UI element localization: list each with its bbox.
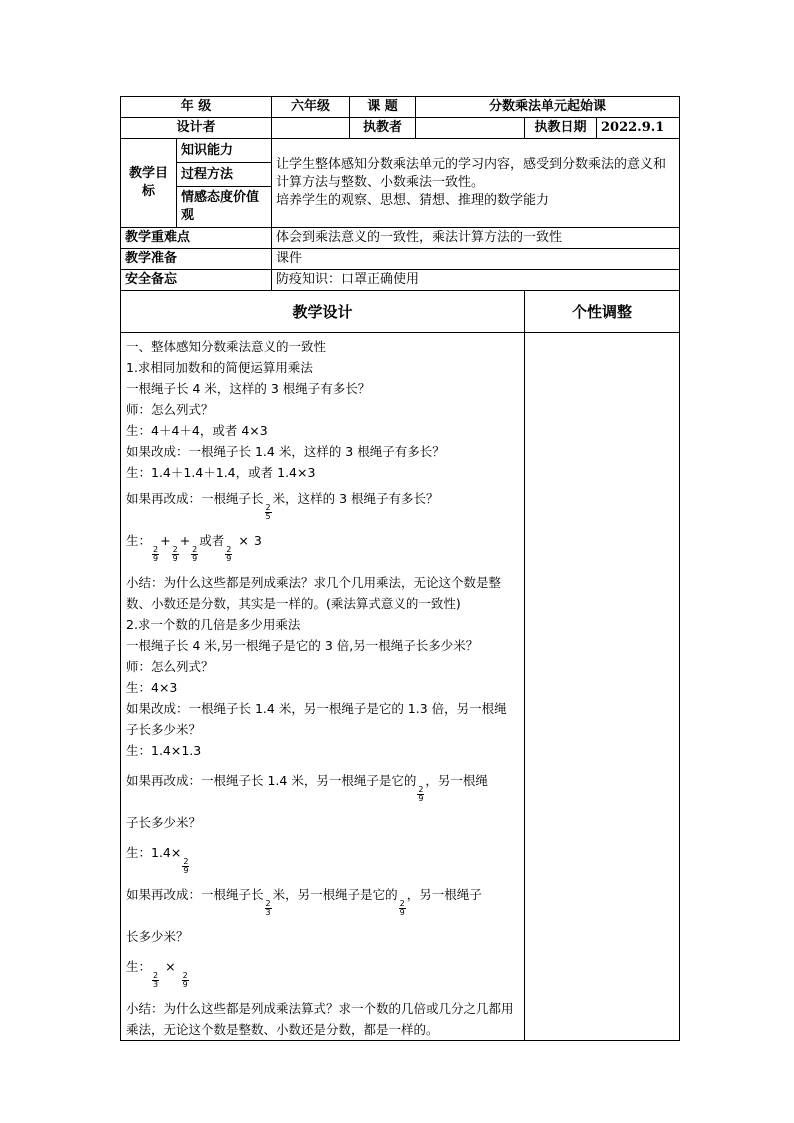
goal-item-knowledge: 知识能力 [177, 139, 272, 163]
s2-question-3 [126, 770, 519, 803]
fraction-2-5 [265, 504, 272, 521]
fraction-numerator: 2 [183, 857, 189, 866]
fraction-denominator: 3 [265, 908, 271, 917]
s1-summary: 小结：为什么这些都是列成乘法？求几个几用乘法，无论这个数是整数、小数还是分数，其实是一样的。(乘法算式意义的一致性) [126, 575, 502, 611]
grade-label: 年 级 [121, 97, 272, 118]
s2-subtitle: 2.求一个数的几倍是多少用乘法 [126, 617, 301, 632]
s2-question-4-part-a: 如果再改成：一根绳子长 [126, 887, 264, 902]
fraction-denominator: 9 [418, 794, 424, 803]
s2-summary: 小结：为什么这些都是列成乘法算式？求一个数的几倍或几分之几都用乘法，无论这个数是整数、小数还是分数，都是一样的。 [126, 1001, 514, 1037]
column-adjust-header: 个性调整 [525, 291, 680, 333]
date-label: 执教日期 [525, 118, 597, 139]
goal-item-process: 过程方法 [177, 163, 272, 187]
s1-teacher-1: 师：怎么列式？ [126, 402, 214, 417]
row-goal-knowledge [121, 139, 680, 163]
s2-answer-2: 生：1.4×1.3 [126, 743, 202, 758]
s2-question-3-part-b: ，另一根绳 [425, 773, 488, 788]
fraction-denominator: 9 [226, 554, 232, 563]
row-preparation [121, 249, 680, 270]
fraction-numerator: 2 [226, 545, 232, 554]
s1-subtitle: 1.求相同加数和的简便运算用乘法 [126, 360, 313, 375]
teacher-value [416, 118, 525, 139]
s1-question-2: 如果改成：一根绳子长 1.4 米，这样的 3 根绳子有多长？ [126, 444, 445, 459]
goals-text-2: 培养学生的观察、思想、猜想、推理的数学能力 [276, 193, 550, 208]
safety-label: 安全备忘 [121, 270, 272, 291]
s2-answer-3-prefix: 生：1.4× [126, 845, 182, 860]
fraction-numerator: 2 [182, 971, 188, 980]
s2-answer-1: 生：4×3 [126, 680, 178, 695]
s1-question-1: 一根绳子长 4 米，这样的 3 根绳子有多长？ [126, 381, 371, 396]
s2-question-4-cont: 长多少米？ [126, 929, 189, 944]
s2-question-4 [126, 884, 519, 917]
fraction-denominator: 9 [192, 554, 198, 563]
fraction-2-9 [399, 900, 406, 917]
fraction-numerator: 2 [172, 545, 178, 554]
multiplier-3: 3 [253, 533, 262, 548]
fraction-numerator: 2 [399, 899, 405, 908]
fraction-numerator: 2 [153, 971, 159, 980]
fraction-2-9 [182, 972, 189, 989]
s1-question-3-part-a: 如果再改成：一根绳子长 [126, 491, 264, 506]
fraction-2-9 [152, 546, 159, 563]
fraction-2-3 [152, 972, 159, 989]
key-points-value: 体会到乘法意义的一致性，乘法计算方法的一致性 [272, 228, 680, 249]
row-grade-topic [121, 97, 680, 118]
lesson-plan-table [120, 96, 680, 1041]
fraction-denominator: 9 [399, 908, 405, 917]
preparation-value: 课件 [272, 249, 680, 270]
designer-value [272, 118, 350, 139]
s2-question-4-part-b: 米，另一根绳子是它的 [272, 887, 398, 902]
s1-question-3-part-b: 米，这样的 3 根绳子有多长？ [272, 491, 439, 506]
times-sign: × [238, 533, 249, 548]
fraction-denominator: 9 [153, 554, 159, 563]
topic-label: 课 题 [350, 97, 416, 118]
row-safety [121, 270, 680, 291]
s2-question-2: 如果改成：一根绳子长 1.4 米，另一根绳子是它的 1.3 倍，另一根绳子长多少米？ [126, 701, 507, 737]
fraction-2-9 [191, 546, 198, 563]
plus-sign: + [160, 533, 171, 548]
goal-item-attitude: 情感态度价值观 [177, 187, 272, 228]
goals-label [121, 139, 177, 228]
column-design-header: 教学设计 [121, 291, 525, 333]
fraction-numerator: 2 [265, 899, 271, 908]
fraction-denominator: 5 [265, 512, 271, 521]
fraction-denominator: 9 [182, 980, 188, 989]
s2-question-1: 一根绳子长 4 米,另一根绳子是它的 3 倍,另一根绳子长多少米？ [126, 638, 479, 653]
row-column-headers [121, 291, 680, 333]
topic-value: 分数乘法单元起始课 [416, 97, 680, 118]
s2-answer-4-prefix: 生： [126, 959, 152, 974]
s1-answer-2: 生：1.4＋1.4＋1.4，或者 1.4×3 [126, 465, 316, 480]
row-design-content [121, 333, 680, 1041]
s1-question-3 [126, 488, 519, 521]
safety-value: 防疫知识：口罩正确使用 [272, 270, 680, 291]
s2-question-3-part-a: 如果再改成：一根绳子长 1.4 米，另一根绳子是它的 [126, 773, 417, 788]
fraction-2-9 [225, 546, 232, 563]
goals-text-1: 让学生整体感知分数乘法单元的学习内容，感受到分数乘法的意义和计算方法与整数、小数乘法一致性。 [276, 157, 667, 190]
grade-value: 六年级 [272, 97, 350, 118]
fraction-denominator: 9 [183, 866, 189, 875]
s2-question-4-part-c: ，另一根绳子 [406, 887, 482, 902]
key-points-label: 教学重难点 [121, 228, 272, 249]
fraction-2-9 [417, 786, 424, 803]
goals-text [272, 139, 680, 228]
s1-answer-1: 生：4＋4＋4，或者 4×3 [126, 423, 268, 438]
plus-sign: + [179, 533, 191, 548]
or-word: 或者 [199, 533, 225, 548]
fraction-denominator: 9 [172, 554, 178, 563]
design-content [121, 333, 525, 1041]
row-designer [121, 118, 680, 139]
s1-answer-3 [126, 530, 519, 563]
s2-question-3-cont: 子长多少米？ [126, 815, 202, 830]
fraction-2-9 [182, 858, 189, 875]
s1-title: 一、整体感知分数乘法意义的一致性 [126, 339, 327, 354]
fraction-numerator: 2 [265, 503, 271, 512]
fraction-numerator: 2 [153, 545, 159, 554]
row-key-points [121, 228, 680, 249]
s2-answer-4 [126, 956, 519, 989]
teacher-label: 执教者 [350, 118, 416, 139]
s2-teacher-1: 师：怎么列式？ [126, 659, 214, 674]
fraction-2-3 [265, 900, 272, 917]
fraction-numerator: 2 [418, 785, 424, 794]
adjust-column [525, 333, 680, 1041]
date-value: 2022.9.1 [597, 118, 680, 139]
s2-answer-3 [126, 842, 519, 875]
fraction-numerator: 2 [192, 545, 198, 554]
goals-label-text: 教学目标 [128, 166, 168, 199]
preparation-label: 教学准备 [121, 249, 272, 270]
fraction-denominator: 3 [153, 980, 159, 989]
s1-answer-3-prefix: 生： [126, 533, 152, 548]
designer-label: 设计者 [121, 118, 272, 139]
fraction-2-9 [172, 546, 179, 563]
times-sign: × [165, 959, 176, 974]
